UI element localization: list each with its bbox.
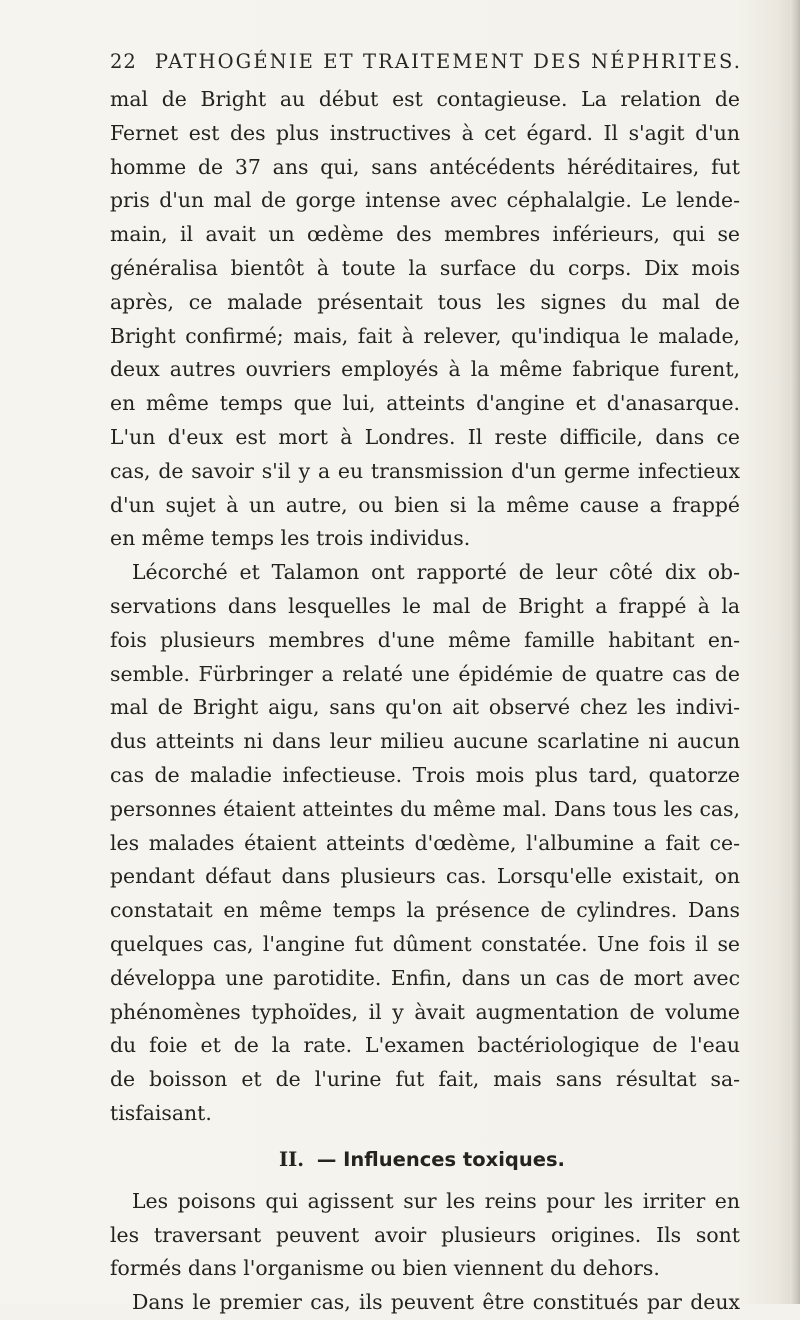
text-line: cas de maladie infectieuse. Trois mois plus tard, quatorze bbox=[110, 762, 740, 787]
text-line: les malades étaient atteints d'œdème, l'albumine a fait ce- bbox=[110, 830, 740, 855]
text-line: d'un sujet à un autre, ou bien si la même cause a frappé bbox=[110, 492, 740, 517]
text-line: après, ce malade présentait tous les signes du mal de bbox=[110, 289, 740, 314]
text-line: les traversant peuvent avoir plusieurs origines. Ils sont bbox=[110, 1222, 740, 1247]
text-line: fois plusieurs membres d'une même famille habitant en- bbox=[110, 627, 740, 652]
text-line: semble. Fürbringer a relaté une épidémie de quatre cas de bbox=[110, 661, 740, 686]
text-line: en même temps que lui, atteints d'angine et d'anasarque. bbox=[110, 391, 740, 416]
text-line: formés dans l'organisme ou bien viennent du dehors. bbox=[110, 1256, 660, 1281]
text-line: phénomènes typhoïdes, il y àvait augmentation de volume bbox=[110, 999, 740, 1024]
text-line: constatait en même temps la présence de cylindres. Dans bbox=[110, 898, 740, 923]
text-line: pris d'un mal de gorge intense avec céphalalgie. Le lende- bbox=[110, 188, 740, 213]
text-line: main, il avait un œdème des membres inférieurs, qui se bbox=[110, 222, 740, 247]
text-line: pendant défaut dans plusieurs cas. Lorsqu'elle existait, on bbox=[110, 864, 740, 889]
text-line: Bright confirmé; mais, fait à relever, qu'indiqua le malade, bbox=[110, 323, 740, 348]
text-line: en même temps les trois individus. bbox=[110, 526, 471, 551]
text-line: cas, de savoir s'il y a eu transmission d'un germe infectieux bbox=[110, 458, 740, 483]
text-line: développa une parotidite. Enfin, dans un cas de mort avec bbox=[110, 965, 740, 990]
text-line: servations dans lesquelles le mal de Bright a frappé à la bbox=[110, 593, 740, 618]
text-line: du foie et de la rate. L'examen bactériologique de l'eau bbox=[110, 1033, 740, 1058]
text-line: Lécorché et Talamon ont rapporté de leur côté dix ob- bbox=[132, 560, 740, 585]
text-line: tisfaisant. bbox=[110, 1100, 212, 1125]
text-line: quelques cas, l'angine fut dûment constatée. Une fois il se bbox=[110, 931, 740, 956]
text-line: personnes étaient atteintes du même mal. Dans tous les cas, bbox=[110, 796, 740, 821]
text-line: homme de 37 ans qui, sans antécédents héréditaires, fut bbox=[110, 154, 740, 179]
text-line: dus atteints ni dans leur milieu aucune scarlatine ni aucun bbox=[110, 729, 740, 754]
text-line: Les poisons qui agissent sur les reins pour les irriter en bbox=[132, 1188, 740, 1213]
text-line: généralisa bientôt à toute la surface du corps. Dix mois bbox=[110, 255, 740, 280]
body-text bbox=[110, 83, 740, 1320]
section-dash: — bbox=[316, 1147, 337, 1171]
text-line: L'un d'eux est mort à Londres. Il reste difficile, dans ce bbox=[110, 424, 740, 449]
text-line: de boisson et de l'urine fut fait, mais sans résultat sa- bbox=[110, 1067, 740, 1092]
section-number: II. bbox=[279, 1147, 305, 1171]
running-head bbox=[110, 50, 743, 73]
page-edge-shadow bbox=[790, 0, 800, 1304]
page-number: 22 bbox=[110, 50, 137, 73]
running-title: PATHOGÉNIE ET TRAITEMENT DES NÉPHRITES. bbox=[154, 50, 743, 73]
text-line: Fernet est des plus instructives à cet égard. Il s'agit d'un bbox=[110, 120, 740, 145]
text-line: mal de Bright aigu, sans qu'on ait observé chez les indivi- bbox=[110, 695, 740, 720]
text-line: mal de Bright au début est contagieuse. La relation de bbox=[110, 87, 740, 111]
section-heading bbox=[110, 1131, 740, 1185]
section-title: Influences toxiques. bbox=[343, 1147, 565, 1171]
text-line: Dans le premier cas, ils peuvent être constitués par deux bbox=[132, 1290, 740, 1315]
text-line: deux autres ouvriers employés à la même fabrique furent, bbox=[110, 357, 740, 382]
